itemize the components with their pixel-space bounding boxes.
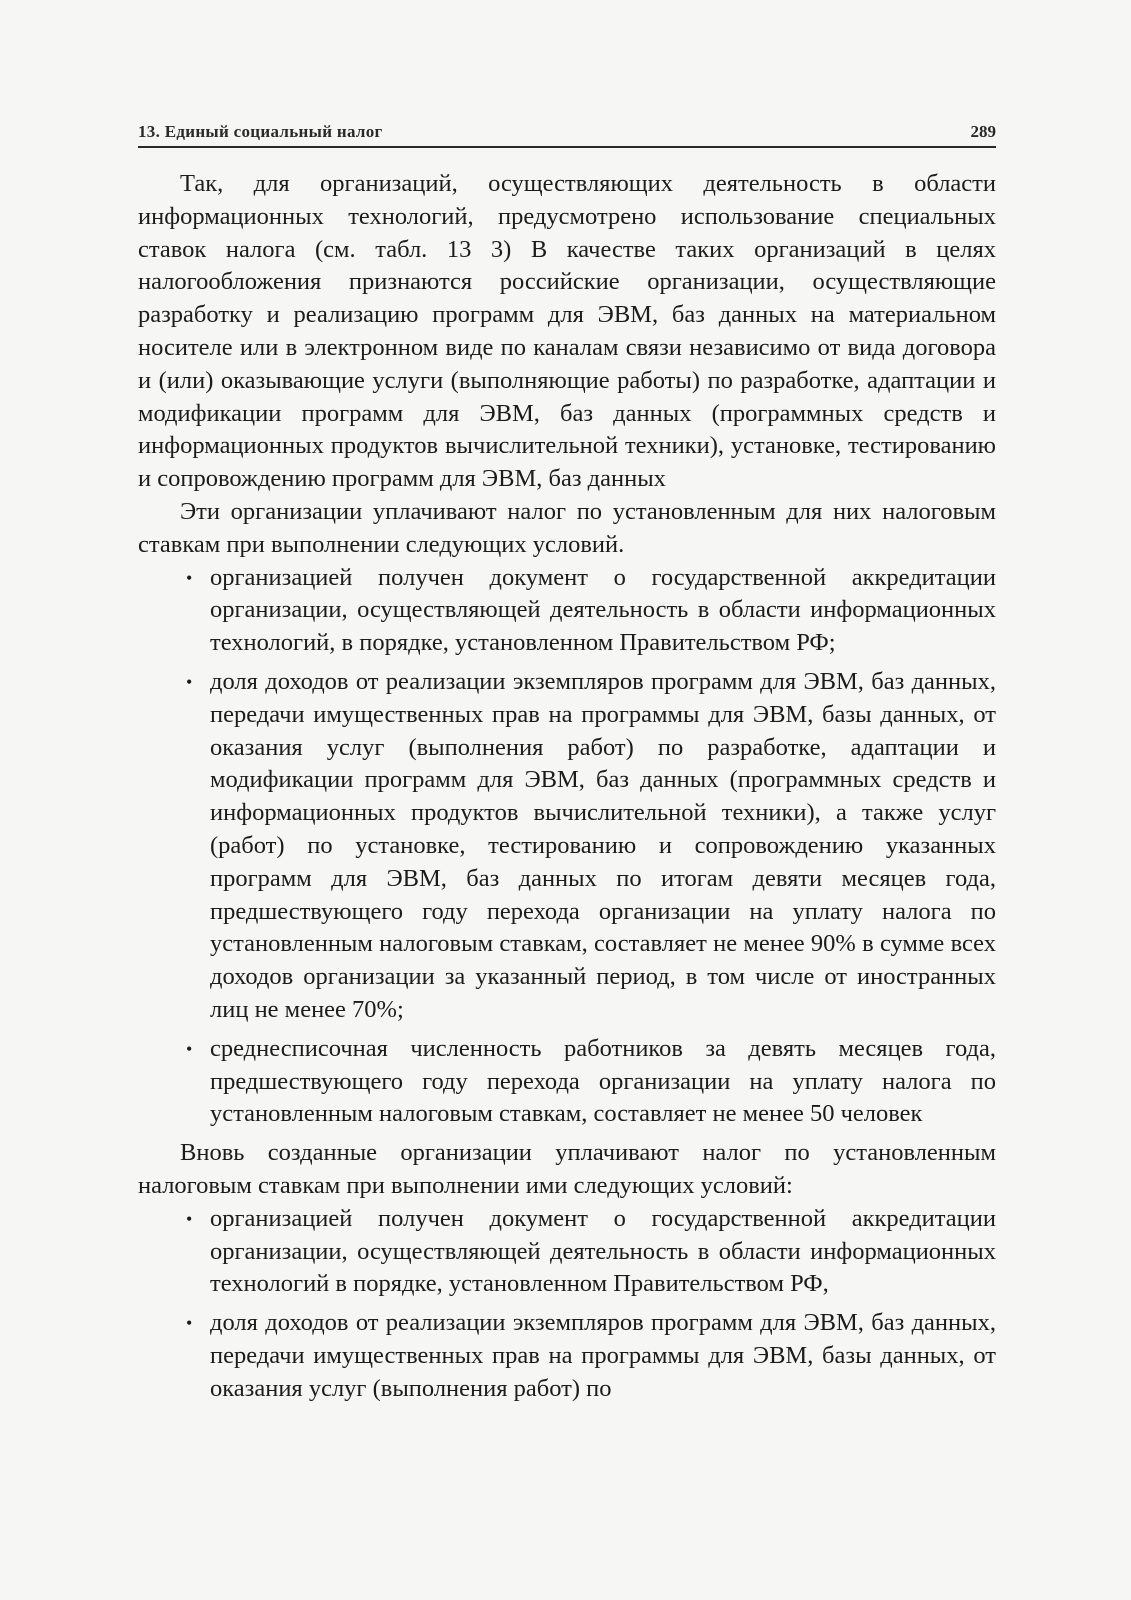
list-item (186, 1033, 996, 1131)
list-item-text: доля доходов от реализации экземпляров программ для ЭВМ, баз данных, передачи имущественных прав на программы для ЭВМ, базы данных, от оказания услуг (выполнения работ) по (210, 1309, 996, 1402)
bullet-icon: • (186, 567, 193, 588)
list-item-text: среднесписочная численность работников за девять месяцев года, предшествующего году перехода организации на уплату налога по установленным налоговым ставкам, составляет не менее 50 человек (210, 1034, 996, 1128)
list-item-text: доля доходов от реализации экземпляров программ для ЭВМ, баз данных, передачи имущественных прав на программы для ЭВМ, базы данных, от оказания услуг (выполнения работ) по разработке, адаптации и модификации программ для ЭВМ, баз данных (программных средств и информационных продуктов вычислительной техники), а также услуг (работ) по установке, тестированию и сопровождению указанных программ для ЭВМ, баз данных по итогам девяти месяцев года, предшествующего году перехода организации на уплату налога по установленным налоговым ставкам, составляет не менее 90% в сумме всех доходов организации за указанный период, в том числе от иностранных лиц не менее 70%; (210, 667, 996, 1023)
list-item (186, 562, 996, 660)
bullet-icon: • (186, 671, 193, 692)
conditions-list-2 (138, 1203, 996, 1406)
running-header (138, 116, 996, 148)
chapter-title: 13. Единый социальный налог (138, 122, 383, 141)
page-number: 289 (970, 122, 996, 141)
list-item-text: организацией получен документ о государственной аккредитации организации, осуществляющей деятельность в области информационных технологий в порядке, установленном Правительством РФ, (210, 1204, 996, 1298)
paragraph-2: Эти организации уплачивают налог по установленным для них налоговым ставкам при выполнении следующих условий. (138, 497, 996, 558)
conditions-list-1 (138, 562, 996, 1132)
bullet-icon: • (186, 1038, 193, 1059)
page-body (138, 168, 996, 1411)
list-item (186, 1307, 996, 1405)
list-item (186, 1203, 996, 1301)
bullet-icon: • (186, 1208, 193, 1229)
list-item (186, 666, 996, 1027)
bullet-icon: • (186, 1313, 193, 1334)
list-item-text: организацией получен документ о государственной аккредитации организации, осуществляющей деятельность в области информационных технологий, в порядке, установленном Правительством РФ; (210, 563, 996, 657)
paragraph-3: Вновь созданные организации уплачивают налог по установленным налоговым ставкам при выполнении ими следующих условий: (138, 1139, 996, 1199)
paragraph-1: Так, для организаций, осуществляющих деятельность в области информационных технологий, предусмотрено использование специальных ставок налога (см. табл. 13 3) В качестве таких организаций в целях налогообложения признаются российские организации, осуществляющие разработку и реализацию программ для ЭВМ, баз данных на материальном носителе или в электронном виде по каналам связи независимо от вида договора и (или) оказывающие услуги (выполняющие работы) по разработке, адаптации и модификации программ для ЭВМ, баз данных (программных средств и информационных продуктов вычислительной техники), установке, тестированию и сопровождению программ для ЭВМ, баз данных (138, 170, 996, 493)
